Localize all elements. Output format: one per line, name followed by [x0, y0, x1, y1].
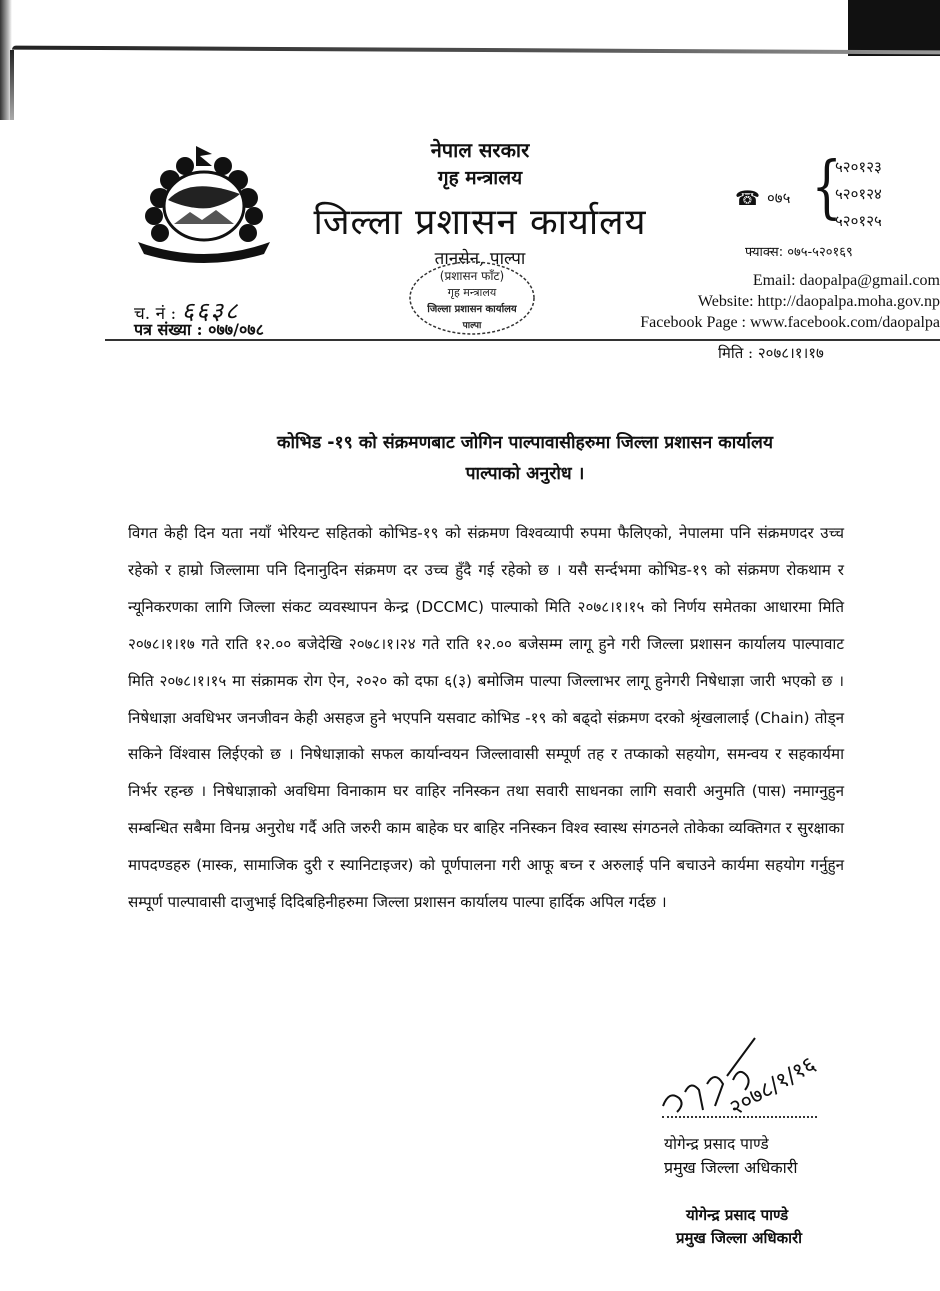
ministry-name: गृह मन्त्रालय	[437, 167, 523, 189]
phone-number: ५२०१२४	[835, 185, 882, 203]
title-stamp: प्रमुख जिल्ला अधिकारी	[676, 1229, 803, 1247]
nepal-emblem-icon	[130, 138, 278, 268]
telephone-icon: ☎	[735, 186, 760, 210]
subject-heading	[195, 428, 855, 490]
brace-icon: {	[811, 148, 842, 227]
government-name: नेपाल सरकार	[430, 138, 530, 162]
scan-shadow	[848, 0, 940, 56]
office-location: तानसेन, पाल्पा	[434, 249, 526, 269]
header-divider	[105, 339, 940, 341]
phone-area-code: ०७५	[767, 189, 791, 207]
signatory-title: प्रमुख जिल्ला अधिकारी	[664, 1158, 798, 1177]
letter-body: विगत केही दिन यता नयाँ भेरियन्ट सहितको कोभिड-१९ को संक्रमण विश्वव्यापी रुपमा फैलिएको, नेपालमा पनि संक्रमणदर उच्च रहेको र हाम्रो जिल्लामा पनि दिनानुदिन संक्रमण दर उच्च हुँदै गई रहेको छ । यसै सर्न्दभमा कोभिड-१९ को संक्रमण रोकथाम र न्यूनिकरणका लागि जिल्ला संकट व्यवस्थापन केन्द्र (DCCMC) पाल्पाको मिति २०७८।१।१५ को निर्णय समेतका आधारमा मिति २०७८।१।१७ गते राति १२.०० बजेदेखि २०७८।१।२४ गते राति १२.०० बजेसम्म लागू हुने गरी जिल्ला प्रशासन कार्यालय पाल्पावाट मिति २०७८।१।१५ मा संक्रामक रोग ऐन, २०२० को दफा ६(३) बमोजिम पाल्पा जिल्लाभर लागू हुनेगरी निषेधाज्ञा जारी भएको छ । निषेधाज्ञा अवधिभर जनजीवन केही असहज हुने भएपनि यसवाट कोभिड -१९ को बढ्दो संक्रमण दरको श्रृंखलालाई (Chain) तोड्न सकिने विंश्वास लिईएको छ । निषेधाज्ञाको सफल कार्यान्वयन जिल्लावासी सम्पूर्ण तह र तप्काको सहयोग, समन्वय र सहकार्यमा निर्भर रहन्छ । निषेधाज्ञाको अवधिमा विनाकाम घर वाहिर ननिस्कन तथा सवारी साधनका लागि सवारी अनुमति (पास) नमाग्नुहुन सम्बन्धित सबैमा विनम्र अनुरोध गर्दै अति जरुरी काम बाहेक घर बाहिर ननिस्कन विश्व स्वास्थ संगठनले तोकेका व्यक्तिगत र सुरक्षाका मापदण्डहरु (मास्क, सामाजिक दुरी र स्यानिटाइजर) को पूर्णपालना गरी आफू बच्न र अरुलाई पनि बचाउने कार्यमा सहयोग गर्नुहुन सम्पूर्ण पाल्पावासी दाजुभाई दिदिबहिनीहरुमा जिल्ला प्रशासन कार्यालय पाल्पा हार्दिक अपिल गर्दछ ।	[128, 524, 844, 912]
seal-line-3: जिल्ला प्रशासन कार्यालय	[427, 304, 517, 315]
facebook-page: Facebook Page : www.facebook.com/daopalpa	[640, 314, 940, 331]
phone-block	[735, 150, 935, 240]
subject-line-2: पाल्पाको अनुरोध ।	[465, 464, 585, 484]
signature-line	[662, 1116, 817, 1118]
seal-line-1: (प्रशासन फाँट)	[439, 269, 505, 283]
phone-number: ५२०१२५	[835, 212, 882, 230]
letter-date: मिति : २०७८।१।१७	[718, 344, 824, 362]
fax-number: फ्याक्स: ०७५-५२०१६९	[745, 245, 853, 260]
office-name: जिल्ला प्रशासन कार्यालय	[313, 202, 647, 243]
seal-line-2: गृह मन्त्रालय	[447, 286, 497, 299]
letter-number: पत्र संख्या : ०७७/०७८	[134, 320, 264, 339]
paper-fold-edge	[10, 50, 14, 120]
dispatch-number-value: ६६३८	[181, 297, 240, 325]
name-stamp: योगेन्द्र प्रसाद पाण्डे	[686, 1206, 789, 1224]
dispatch-number-label: च. नं :	[134, 304, 177, 324]
seal-line-4: पाल्पा	[462, 321, 482, 331]
scan-margin	[0, 0, 850, 48]
phone-numbers	[835, 154, 882, 235]
handwritten-signature	[655, 1020, 835, 1130]
website-url: Website: http://daopalpa.moha.gov.np	[697, 293, 940, 310]
signature-date: २०७८/१/१६	[725, 1052, 821, 1122]
signatory-name: योगेन्द्र प्रसाद पाण्डे	[664, 1135, 769, 1153]
email-address: Email: daopalpa@gmail.com	[752, 272, 940, 289]
phone-number: ५२०१२३	[835, 158, 882, 176]
subject-line-1: कोभिड -१९ को संक्रमणबाट जोगिन पाल्पावासीहरुमा जिल्ला प्रशासन कार्यालय	[277, 433, 773, 453]
